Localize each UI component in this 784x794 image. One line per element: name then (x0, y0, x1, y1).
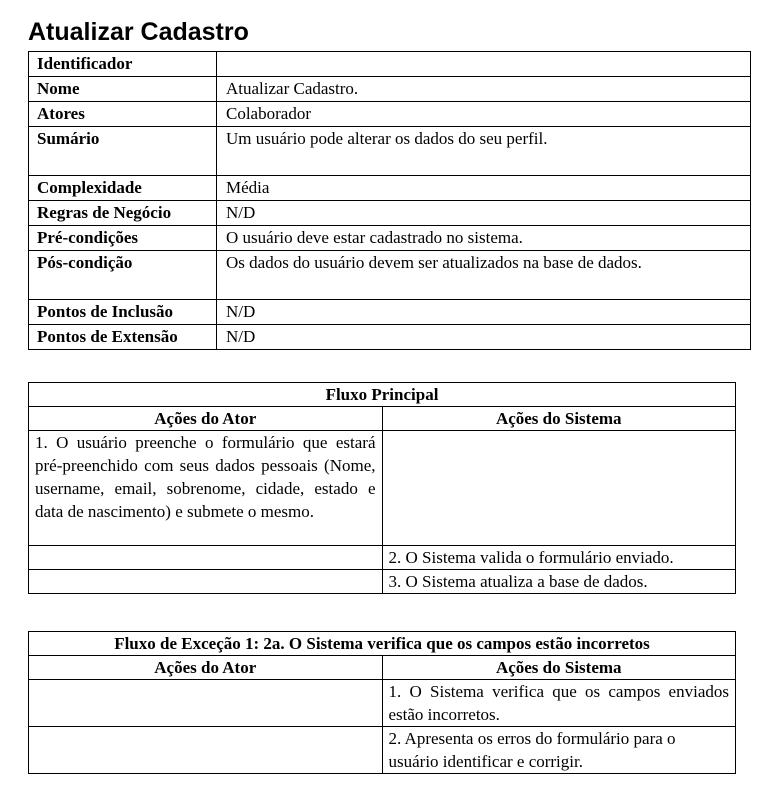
flow-row (29, 570, 736, 594)
system-action-cell: 1. O Sistema verifica que os campos enviados estão incorretos. (382, 680, 736, 727)
info-label: Pontos de Inclusão (29, 300, 217, 325)
info-row-pontos-extensao (29, 325, 751, 350)
actor-actions-header: Ações do Ator (29, 407, 383, 431)
info-value: N/D (217, 201, 751, 226)
system-action-cell (382, 431, 736, 546)
info-row-identificador (29, 52, 751, 77)
info-row-nome (29, 77, 751, 102)
main-flow-table (28, 382, 736, 594)
info-label: Pré-condições (29, 226, 217, 251)
info-row-complexidade (29, 176, 751, 201)
system-action-cell: 2. Apresenta os erros do formulário para o usuário identificar e corrigir. (382, 727, 736, 774)
actor-action-cell (29, 680, 383, 727)
system-action-cell: 3. O Sistema atualiza a base de dados. (382, 570, 736, 594)
info-row-regras (29, 201, 751, 226)
info-value: Um usuário pode alterar os dados do seu perfil. (217, 127, 751, 176)
info-row-pontos-inclusao (29, 300, 751, 325)
info-value: Os dados do usuário devem ser atualizados na base de dados. (217, 251, 751, 300)
info-value: O usuário deve estar cadastrado no sistema. (217, 226, 751, 251)
info-value: Média (217, 176, 751, 201)
page-title: Atualizar Cadastro (28, 18, 249, 46)
flow-row (29, 680, 736, 727)
info-row-atores (29, 102, 751, 127)
info-label: Nome (29, 77, 217, 102)
system-actions-header: Ações do Sistema (382, 407, 736, 431)
actor-action-cell (29, 546, 383, 570)
info-label: Sumário (29, 127, 217, 176)
info-label: Atores (29, 102, 217, 127)
exception-flow-title: Fluxo de Exceção 1: 2a. O Sistema verifica que os campos estão incorretos (29, 632, 736, 656)
exception-flow-table (28, 631, 736, 774)
info-label: Identificador (29, 52, 217, 77)
actor-action-cell (29, 727, 383, 774)
info-value: N/D (217, 300, 751, 325)
info-label: Complexidade (29, 176, 217, 201)
use-case-info-table (28, 51, 751, 350)
info-row-pos-condicao (29, 251, 751, 300)
flow-row (29, 546, 736, 570)
flow-row (29, 431, 736, 546)
actor-actions-header: Ações do Ator (29, 656, 383, 680)
actor-action-cell: 1. O usuário preenche o formulário que estará pré-preenchido com seus dados pessoais (Nome, username, email, sobrenome, cidade, estado e data de nascimento) e submete o mesmo. (29, 431, 383, 546)
info-value: Atualizar Cadastro. (217, 77, 751, 102)
main-flow-title: Fluxo Principal (29, 383, 736, 407)
info-label: Regras de Negócio (29, 201, 217, 226)
info-row-pre-condicoes (29, 226, 751, 251)
system-actions-header: Ações do Sistema (382, 656, 736, 680)
flow-row (29, 727, 736, 774)
info-value (217, 52, 751, 77)
info-label: Pós-condição (29, 251, 217, 300)
info-value: Colaborador (217, 102, 751, 127)
system-action-cell: 2. O Sistema valida o formulário enviado. (382, 546, 736, 570)
actor-action-cell (29, 570, 383, 594)
info-value: N/D (217, 325, 751, 350)
info-row-sumario (29, 127, 751, 176)
info-label: Pontos de Extensão (29, 325, 217, 350)
